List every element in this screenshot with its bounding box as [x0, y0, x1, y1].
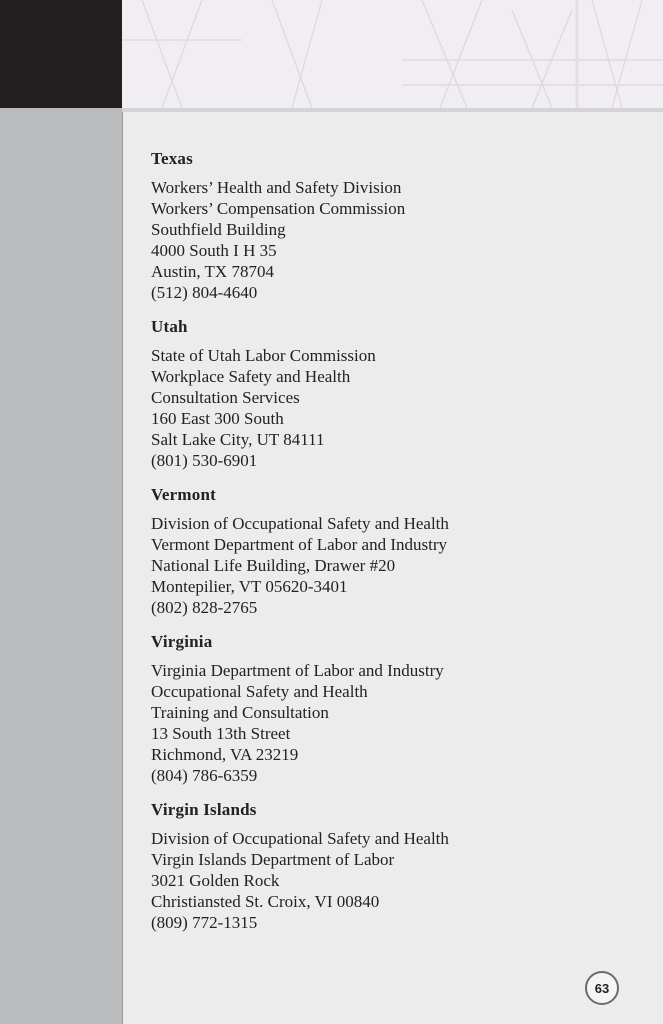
state-heading: Vermont [151, 485, 216, 504]
phone-number: (801) 530-6901 [151, 451, 258, 470]
address-line: Training and Consultation [151, 703, 329, 722]
page-number-badge [585, 971, 619, 1005]
address-line: Southfield Building [151, 220, 286, 239]
header-background-graphic [122, 0, 663, 108]
page-number: 63 [594, 980, 610, 996]
phone-number: (804) 786-6359 [151, 766, 258, 785]
state-heading: Virgin Islands [151, 800, 257, 819]
state-heading: Utah [151, 317, 188, 336]
address-line: 13 South 13th Street [151, 724, 291, 743]
address-line: Division of Occupational Safety and Health [151, 514, 449, 533]
header-rule [122, 108, 663, 112]
address-line: Division of Occupational Safety and Health [151, 829, 449, 848]
address-line: Vermont Department of Labor and Industry [151, 535, 447, 554]
address-line: Workers’ Health and Safety Division [151, 178, 402, 197]
address-line: Virgin Islands Department of Labor [151, 850, 395, 869]
phone-number: (802) 828-2765 [151, 598, 258, 617]
address-line: Christiansted St. Croix, VI 00840 [151, 892, 380, 911]
phone-number: (512) 804-4640 [151, 283, 258, 302]
address-line: Richmond, VA 23219 [151, 745, 299, 764]
phone-number: (809) 772-1315 [151, 913, 258, 932]
directory-entry-virgin-islands [151, 799, 631, 933]
address-line: Montepilier, VT 05620-3401 [151, 577, 348, 596]
address-line: Occupational Safety and Health [151, 682, 368, 701]
address-line: Salt Lake City, UT 84111 [151, 430, 325, 449]
corner-block [0, 0, 122, 108]
address-line: 3021 Golden Rock [151, 871, 280, 890]
directory-entry-vermont [151, 484, 631, 618]
address-line: 160 East 300 South [151, 409, 284, 428]
address-line: State of Utah Labor Commission [151, 346, 376, 365]
directory-entry-texas [151, 148, 631, 303]
address-line: 4000 South I H 35 [151, 241, 277, 260]
directory-entry-virginia [151, 631, 631, 786]
left-margin-band [0, 108, 123, 1024]
address-line: Consultation Services [151, 388, 300, 407]
address-line: National Life Building, Drawer #20 [151, 556, 396, 575]
address-line: Workers’ Compensation Commission [151, 199, 406, 218]
header-band [122, 0, 663, 108]
directory-content [151, 148, 631, 946]
state-heading: Virginia [151, 632, 213, 651]
address-line: Austin, TX 78704 [151, 262, 274, 281]
address-line: Virginia Department of Labor and Industry [151, 661, 444, 680]
state-heading: Texas [151, 149, 193, 168]
address-line: Workplace Safety and Health [151, 367, 351, 386]
directory-entry-utah [151, 316, 631, 471]
